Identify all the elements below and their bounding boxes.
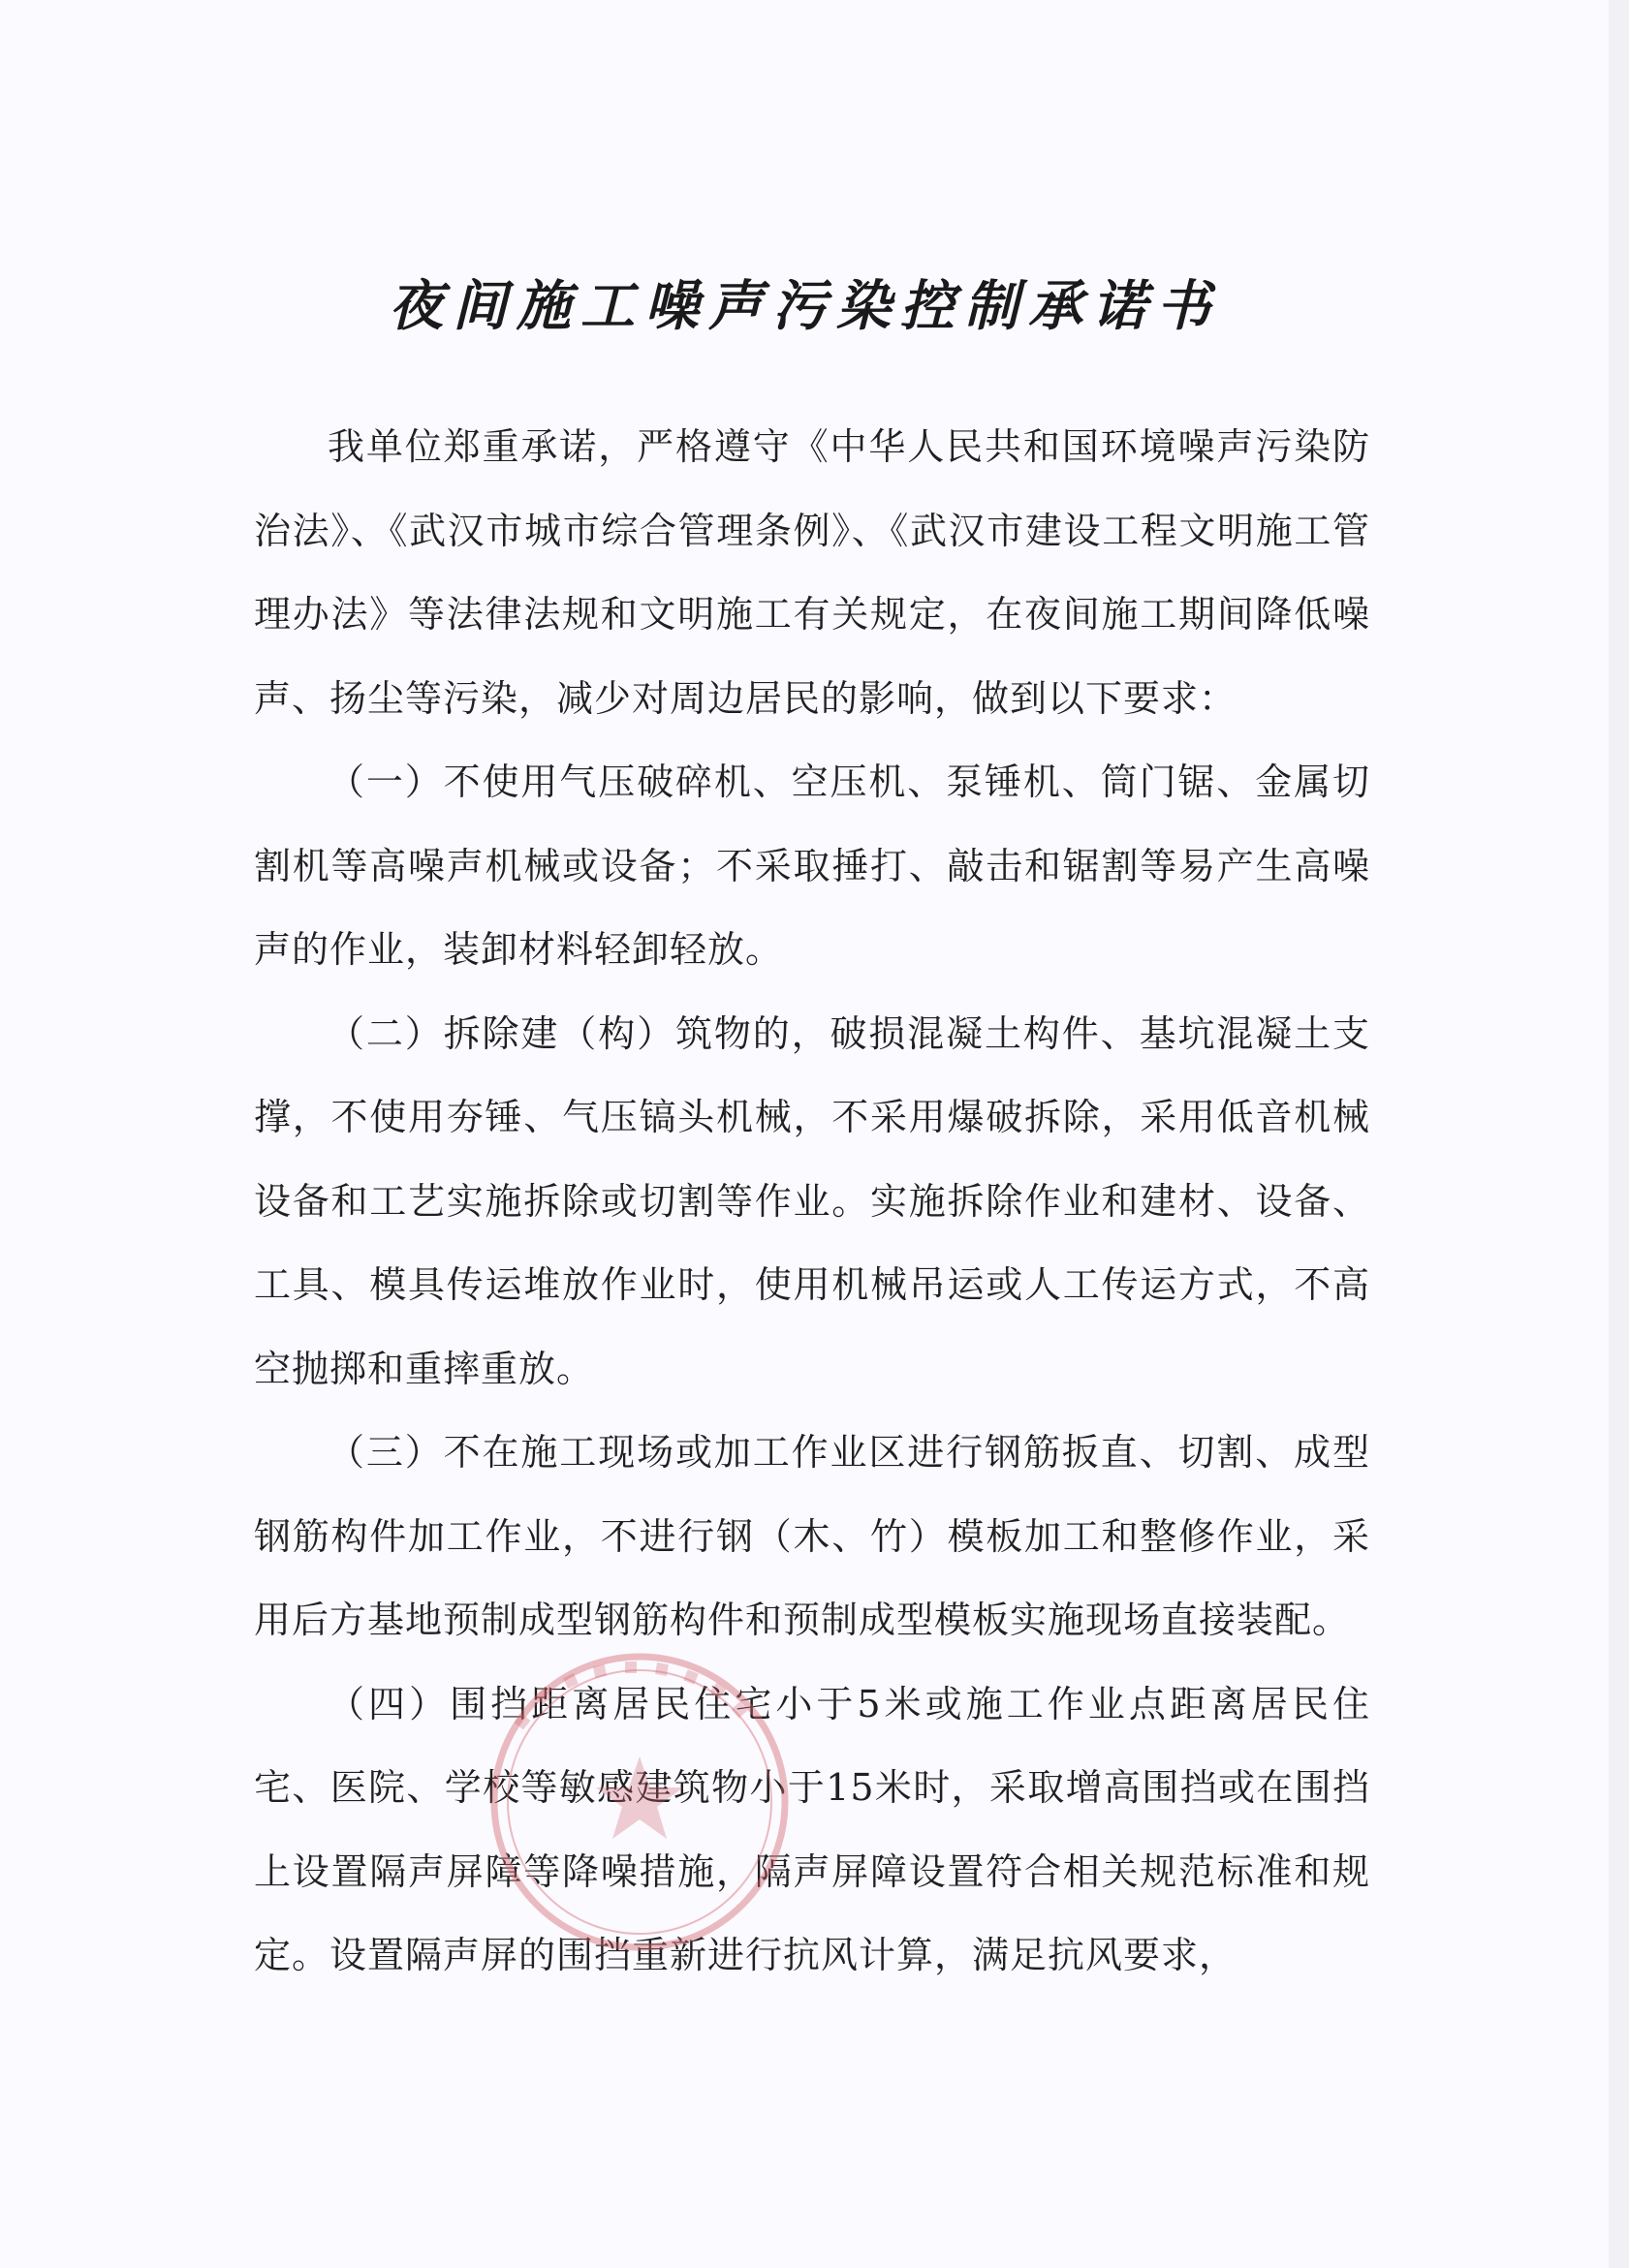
document-body <box>254 405 1370 1998</box>
document-title: 夜间施工噪声污染控制承诺书 <box>389 274 1220 338</box>
paragraph-item-1: （一）不使用气压破碎机、空压机、泵锤机、筒门锯、金属切割机等高噪声机械或设备；不采取捶打、敲击和锯割等易产生高噪声的作业，装卸材料轻卸轻放。 <box>254 761 1370 971</box>
paragraph-item-4: （四）围挡距离居民住宅小于5米或施工作业点距离居民住宅、医院、学校等敏感建筑物小于15米时，采取增高围挡或在围挡上设置隔声屏障等降噪措施，隔声屏障设置符合相关规范标准和规定。设置隔声屏的围挡重新进行抗风计算，满足抗风要求， <box>254 1682 1370 1976</box>
paragraph-intro: 我单位郑重承诺，严格遵守《中华人民共和国环境噪声污染防治法》、《武汉市城市综合管理条例》、《武汉市建设工程文明施工管理办法》等法律法规和文明施工有关规定，在夜间施工期间降低噪声、扬尘等污染，减少对周边居民的影响，做到以下要求： <box>254 425 1370 720</box>
scan-edge <box>1609 0 1629 2268</box>
paragraph-item-2: （二）拆除建（构）筑物的，破损混凝土构件、基坑混凝土支撑，不使用夯锤、气压镐头机械，不采用爆破拆除，采用低音机械设备和工艺实施拆除或切割等作业。实施拆除作业和建材、设备、工具、模具传运堆放作业时，使用机械吊运或人工传运方式，不高空抛掷和重摔重放。 <box>254 1011 1370 1390</box>
paragraph-item-3: （三）不在施工现场或加工作业区进行钢筋扳直、切割、成型钢筋构件加工作业，不进行钢（木、竹）模板加工和整修作业，采用后方基地预制成型钢筋构件和预制成型模板实施现场直接装配。 <box>254 1431 1370 1641</box>
